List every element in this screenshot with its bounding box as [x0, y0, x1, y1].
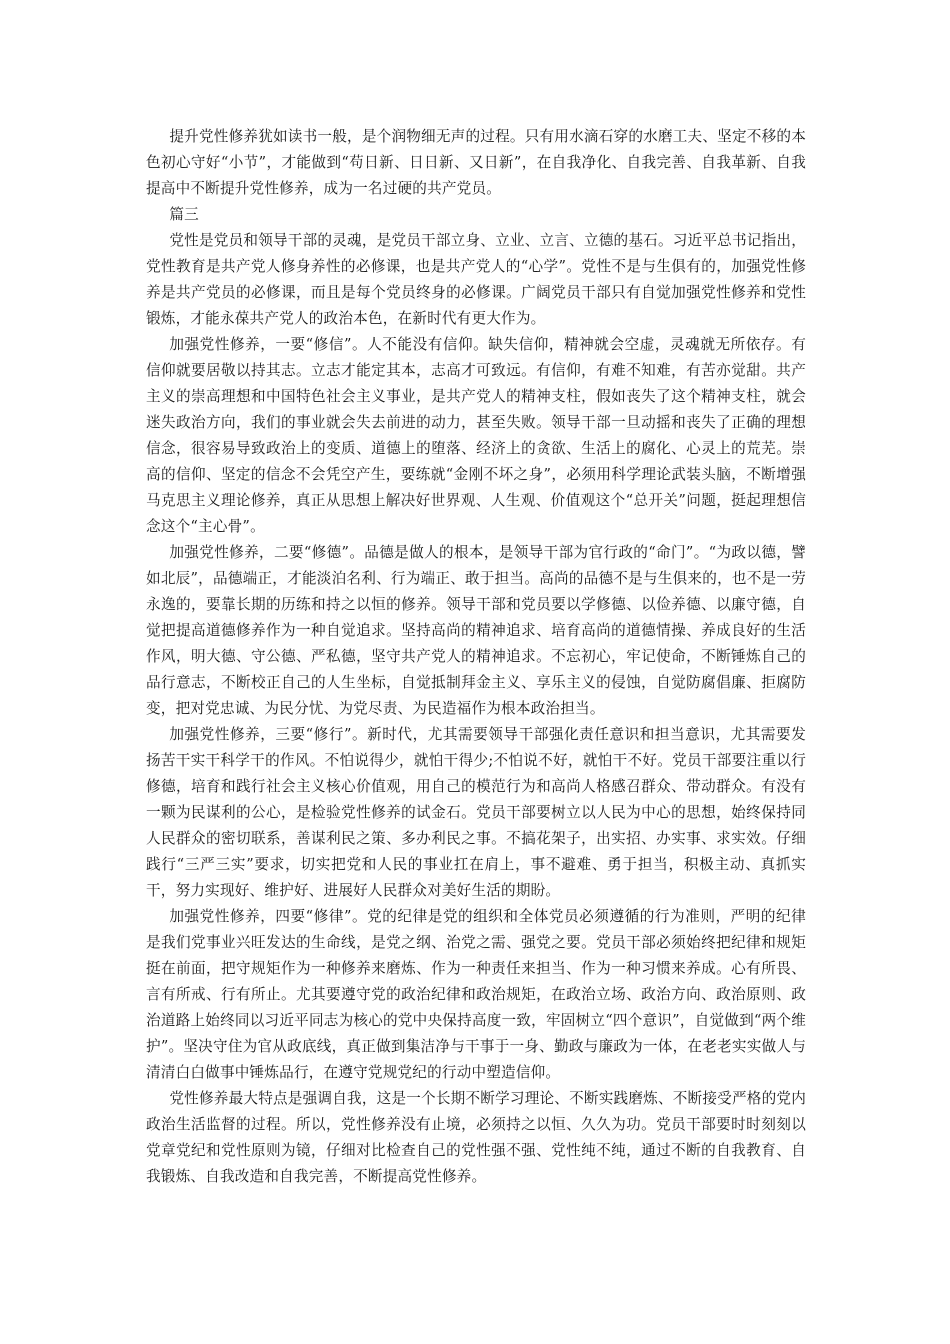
paragraph: 加强党性修养，一要“修信”。人不能没有信仰。缺失信仰，精神就会空虚，灵魂就无所依存。有信仰就要居敬以持其志。立志才能定其本，志高才可致远。有信仰，有难不知难，有苦亦觉甜。共产主义的崇高理想和中国特色社会主义事业，是共产党人的精神支柱，假如丧失了这个精神支柱，就会迷失政治方向，我们的事业就会失去前进的动力，甚至失败。领导干部一旦动摇和丧失了正确的理想信念，很容易导致政治上的变质、道德上的堕落、经济上的贪欲、生活上的腐化、心灵上的荒芜。崇高的信仰、坚定的信念不会凭空产生，要练就“金刚不坏之身”，必须用科学理论武装头脑，不断增强马克思主义理论修养，真正从思想上解决好世界观、人生观、价值观这个“总开关”问题，挺起理想信念这个“主心骨”。	[146, 336, 806, 535]
document-body	[146, 124, 806, 1190]
paragraph: 提升党性修养犹如读书一般，是个润物细无声的过程。只有用水滴石穿的水磨工夫、坚定不移的本色初心守好“小节”，才能做到“苟日新、日日新、又日新”，在自我净化、自我完善、自我革新、自我提高中不断提升党性修养，成为一名过硬的共产党员。	[146, 128, 806, 197]
paragraph: 加强党性修养，四要“修律”。党的纪律是党的组织和全体党员必须遵循的行为准则，严明的纪律是我们党事业兴旺发达的生命线，是党之纲、治党之需、强党之要。党员干部必须始终把纪律和规矩挺在前面，把守规矩作为一种修养来磨炼、作为一种责任来担当、作为一种习惯来养成。心有所畏、言有所戒、行有所止。尤其要遵守党的政治纪律和政治规矩，在政治立场、政治方向、政治原则、政治道路上始终同以习近平同志为核心的党中央保持高度一致，牢固树立“四个意识”，自觉做到“两个维护”。坚决守住为官从政底线，真正做到集洁净与干事于一身、勤政与廉政为一体，在老老实实做人与清清白白做事中锤炼品行，在遵守党规党纪的行动中塑造信仰。	[146, 908, 806, 1081]
paragraph: 加强党性修养，三要“修行”。新时代，尤其需要领导干部强化责任意识和担当意识，尤其需要发扬苦干实干科学干的作风。不怕说得少，就怕干得少;不怕说不好，就怕干不好。党员干部要注重以行修德，培育和践行社会主义核心价值观，用自己的模范行为和高尚人格感召群众、带动群众。有没有一颗为民谋利的公心，是检验党性修养的试金石。党员干部要树立以人民为中心的思想，始终保持同人民群众的密切联系，善谋利民之策、多办利民之事。不搞花架子，出实招、办实事、求实效。仔细践行“三严三实”要求，切实把党和人民的事业扛在肩上，事不避难、勇于担当，积极主动、真抓实干，努力实现好、维护好、进展好人民群众对美好生活的期盼。	[146, 726, 806, 899]
paragraph: 党性是党员和领导干部的灵魂，是党员干部立身、立业、立言、立德的基石。习近平总书记指出，党性教育是共产党人修身养性的必修课，也是共产党人的“心学”。党性不是与生俱有的，加强党性修养是共产党员的必修课，而且是每个党员终身的必修课。广阔党员干部只有自觉加强党性修养和党性锻炼，才能永葆共产党人的政治本色，在新时代有更大作为。	[146, 232, 806, 327]
section-heading: 篇三	[169, 206, 199, 223]
paragraph: 加强党性修养，二要“修德”。品德是做人的根本，是领导干部为官行政的“命门”。“为政以德，譬如北辰”，品德端正，才能淡泊名利、行为端正、敢于担当。高尚的品德不是与生俱来的，也不是一劳永逸的，要靠长期的历练和持之以恒的修养。领导干部和党员要以学修德、以俭养德、以廉守德，自觉把提高道德修养作为一种自觉追求。坚持高尚的精神追求、培育高尚的道德情操、养成良好的生活作风，明大德、守公德、严私德，坚守共产党人的精神追求。不忘初心，牢记使命，不断锤炼自己的品行意志，不断校正自己的人生坐标，自觉抵制拜金主义、享乐主义的侵蚀，自觉防腐倡廉、拒腐防变，把对党忠诚、为民分忧、为党尽责、为民造福作为根本政治担当。	[146, 544, 806, 717]
paragraph: 党性修养最大特点是强调自我，这是一个长期不断学习理论、不断实践磨炼、不断接受严格的党内政治生活监督的过程。所以，党性修养没有止境，必须持之以恒、久久为功。党员干部要时时刻刻以党章党纪和党性原则为镜，仔细对比检查自己的党性强不强、党性纯不纯，通过不断的自我教育、自我锻炼、自我改造和自我完善，不断提高党性修养。	[146, 1090, 806, 1185]
